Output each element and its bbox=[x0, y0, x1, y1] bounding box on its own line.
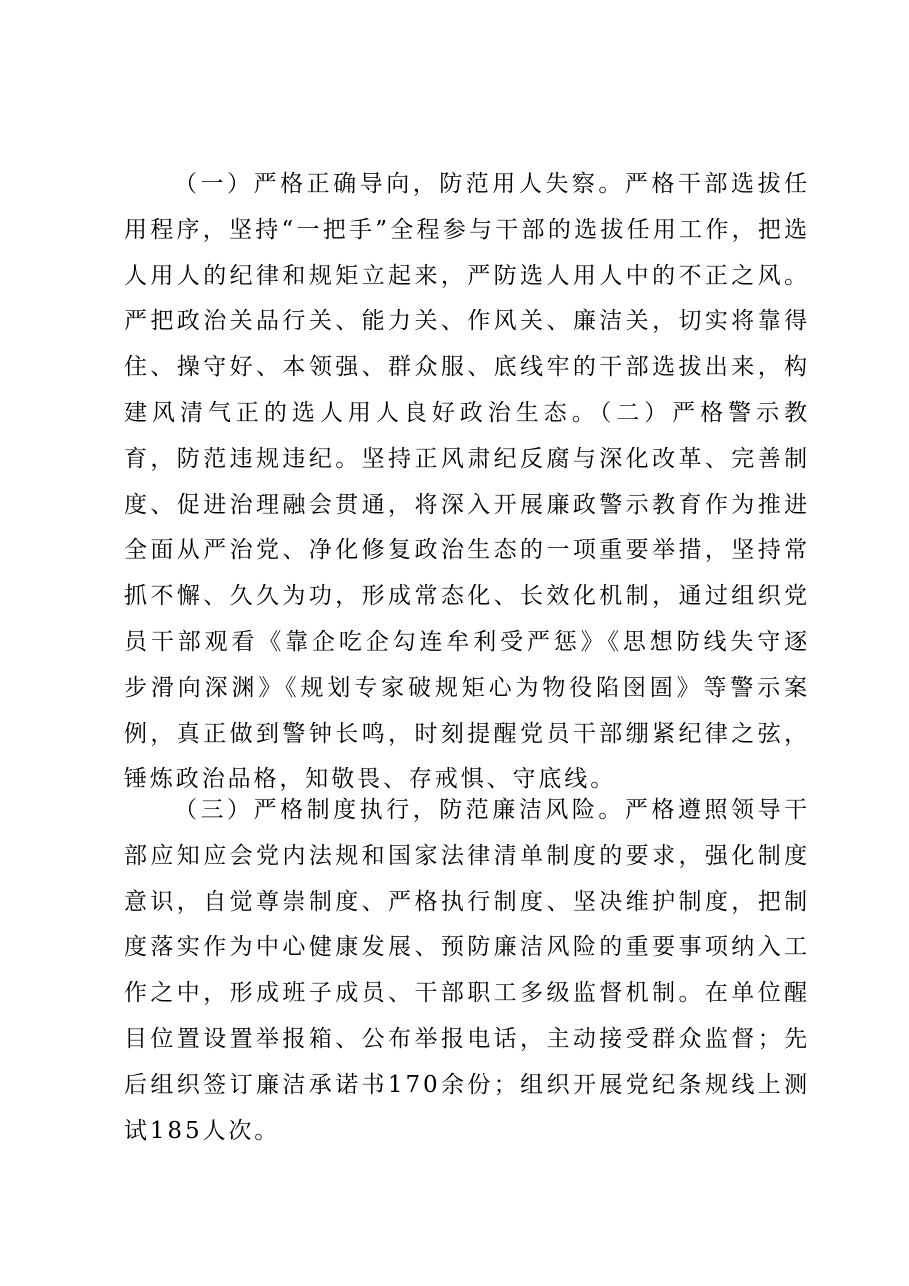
body-text-section-2 bbox=[124, 788, 810, 1154]
paragraph-2: （三）严格制度执行，防范廉洁风险。严格遵照领导干部应知应会党内法规和国家法律清单制度的要求，强化制度意识，自觉尊崇制度、严格执行制度、坚决维护制度，把制度落实作为中心健康发展、预防廉洁风险的重要事项纳入工作之中，形成班子成员、干部职工多级监督机制。在单位醒目位置设置举报箱、公布举报电话，主动接受群众监督；先后组织签订廉洁承诺书170余份；组织开展党纪条规线上测试185人次。 bbox=[124, 797, 810, 1144]
body-text-section-1 bbox=[124, 162, 810, 803]
paragraph-1: （一）严格正确导向，防范用人失察。严格干部选拔任用程序，坚持“一把手”全程参与干部的选拔任用工作，把选人用人的纪律和规矩立起来，严防选人用人中的不正之风。严把政治关品行关、能力关、作风关、廉洁关，切实将靠得住、操守好、本领强、群众服、底线牢的干部选拔出来，构建风清气正的选人用人良好政治生态。（二）严格警示教育，防范违规违纪。坚持正风肃纪反腐与深化改革、完善制度、促进治理融会贯通，将深入开展廉政警示教育作为推进全面从严治党、净化修复政治生态的一项重要举措，坚持常抓不懈、久久为功，形成常态化、长效化机制，通过组织党员干部观看《靠企吃企勾连牟利受严惩》《思想防线失守逐步滑向深渊》《规划专家破规矩心为物役陷囹圄》等警示案例，真正做到警钟长鸣，时刻提醒党员干部绷紧纪律之弦，锤炼政治品格，知敬畏、存戒惧、守底线。 bbox=[124, 171, 810, 793]
